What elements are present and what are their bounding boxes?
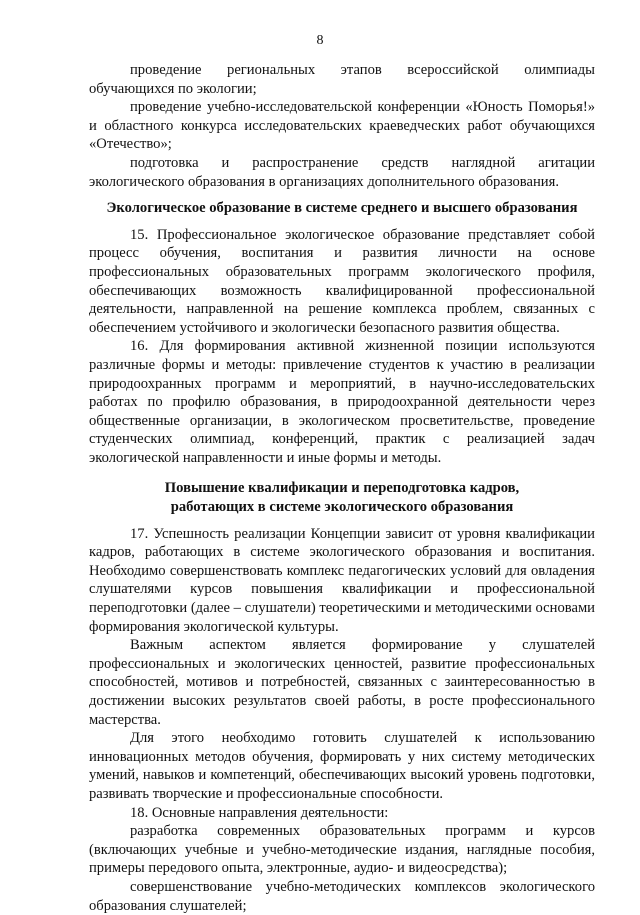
section-heading: Экологическое образование в системе среднего и высшего образования	[106, 200, 578, 217]
page-number: 8	[316, 33, 324, 48]
section-heading-line: Повышение квалификации и переподготовка кадров,	[164, 480, 520, 497]
section-heading-line: работающих в системе экологического образования	[170, 499, 514, 516]
paragraph: подготовка и распространение средств наглядной агитации экологического образования в организациях дополнительного образования.	[89, 154, 595, 190]
paragraph: проведение региональных этапов всероссийской олимпиады обучающихся по экологии;	[89, 62, 595, 97]
list-item: совершенствование учебно-методических комплексов экологического образования слушателей;	[89, 878, 595, 914]
document-body	[89, 61, 595, 915]
paragraph: 18. Основные направления деятельности:	[130, 804, 389, 821]
paragraph: 15. Профессиональное экологическое образование представляет собой процесс обучения, воспитания и развития личности на основе профессиональных образовательных программ экологического профиля, обеспечивающих возможность квалифицированной профессиональной деятельности, направленной на решение комплекса проблем, связанных с обеспечением устойчивого и экологически безопасного развития общества.	[89, 226, 595, 336]
paragraph: 16. Для формирования активной жизненной позиции используются различные формы и методы: привлечение студентов к участию в реализации природоохранных программ и мероприятий, в научно-исследовательских работах по профилю образования, в природоохранной деятельности через общественные организации, в экологическом просветительстве, проведение студенческих олимпиад, конференций, практик с реализацией задач экологической направленности и иные формы и методы.	[89, 338, 595, 466]
paragraph: проведение учебно-исследовательской конференции «Юность Поморья!» и областного конкурса исследовательских краеведческих работ обучающихся «Отечество»;	[89, 99, 595, 153]
section-heading	[89, 479, 595, 516]
list-item: разработка современных образовательных программ и курсов (включающих учебные и учебно-методические издания, наглядные пособия, примеры передового опыта, электронные, аудио- и видеосредства);	[89, 823, 595, 877]
paragraph: Для этого необходимо готовить слушателей к использованию инновационных методов обучения, формировать у них систему методических умений, навыков и компетенций, обеспечивающих высокий уровень подготовки, развивать творческие и профессиональные способности.	[89, 730, 595, 802]
paragraph: 17. Успешность реализации Концепции зависит от уровня квалификации кадров, работающих в системе экологического образования и воспитания. Необходимо совершенствовать комплекс педагогических условий для овладения слушателями курсов повышения квалификации и профессиональной переподготовки (далее – слушатели) теоретическими и методическими основами формирования экологической культуры.	[89, 525, 595, 635]
paragraph: Важным аспектом является формирование у слушателей профессиональных и экологических ценностей, развитие профессиональных способностей, мотивов и потребностей, связанных с заинтересованностью в достижении высоких результатов своей работы, в росте профессионального мастерства.	[89, 637, 595, 728]
